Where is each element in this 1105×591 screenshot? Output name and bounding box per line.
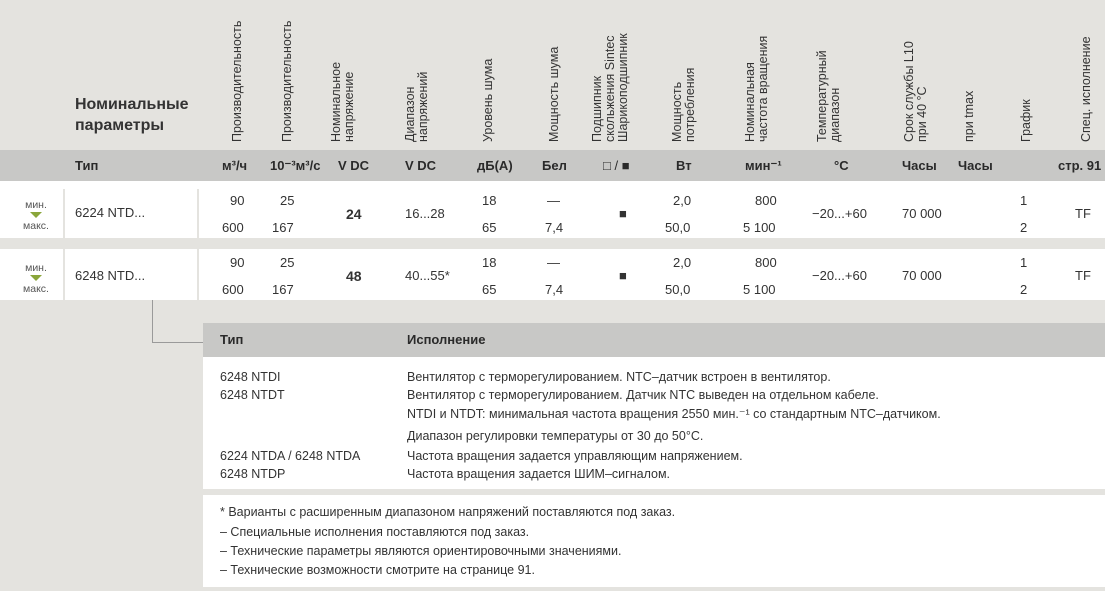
unit-airflow-m3h: м³/ч [222,158,248,173]
col-header-graph [1020,0,1033,142]
power-min: 2,0 [673,193,692,208]
special-execution: TF [1075,268,1091,283]
row-separator [0,238,1105,249]
col-header-voltage-range [404,0,430,142]
airflow2-max: 167 [272,220,294,235]
note-line: – Технические параметры являются ориентировочными значениями. [220,544,622,558]
nominal-voltage: 24 [346,206,362,222]
min-label: мин. [25,262,47,274]
row-type: 6248 NTD... [75,268,146,283]
col-header-power-line: Мощность [670,81,684,142]
row-divider [63,189,65,238]
title-line-1: Номинальные [75,96,189,113]
bearing-ball-icon: ■ [619,206,627,221]
col-header-power [671,0,697,142]
speed-max: 5 100 [743,220,776,235]
title-line-2: параметры [75,117,165,134]
variant-type: 6248 NTDT [220,388,285,402]
col-header-temperature-line: Температурный [815,50,829,142]
col-header-airflow-m3h [231,0,244,142]
variant-text: Частота вращения задается управляющим напряжением. [407,449,743,463]
col-header-nominal-voltage [330,0,356,142]
airflow2-min: 25 [280,255,295,270]
variants-head-type: Тип [220,332,244,347]
col-header-nominal-voltage-line: напряжение [342,71,356,142]
notes-panel [203,495,1105,587]
bearing-ball-icon: ■ [619,268,627,283]
voltage-range: 40...55* [405,268,450,283]
noise-max: 65 [482,282,497,297]
col-header-life-40 [903,0,929,142]
col-header-speed-line: частота вращения [756,35,770,142]
unit-type: Тип [75,158,99,173]
col-header-life-tmax-line: при tmax [962,90,976,142]
row-type: 6224 NTD... [75,205,146,220]
variant-text: Частота вращения задается ШИМ–сигналом. [407,467,671,481]
variant-type: 6248 NTDI [220,370,281,384]
unit-noise-level: дБ(А) [477,158,513,173]
noise-min: 18 [482,255,497,270]
variant-text: Диапазон регулировки температуры от 30 до 50°C. [407,429,704,443]
graph-min: 1 [1020,255,1028,270]
voltage-range: 16...28 [405,206,445,221]
airflow-min: 90 [230,193,245,208]
col-header-airflow-m3s [281,0,294,142]
unit-temperature: °C [834,158,849,173]
speed-min: 800 [755,255,777,270]
life-40: 70 000 [902,206,942,221]
airflow2-max: 167 [272,282,294,297]
temp-range: −20...+60 [812,206,867,221]
graph-max: 2 [1020,282,1028,297]
power-max: 50,0 [665,282,691,297]
col-header-bearing [591,0,630,142]
col-header-life-tmax [963,0,976,142]
min-label: мин. [25,199,47,211]
col-header-graph-line: График [1019,99,1033,142]
nominal-voltage: 48 [346,268,362,284]
graph-max: 2 [1020,220,1028,235]
unit-nominal-voltage: V DC [338,158,370,173]
special-execution: TF [1075,206,1091,221]
note-line: * Варианты с расширенным диапазоном напряжений поставляются под заказ. [220,505,676,519]
col-header-noise-level [482,0,495,142]
col-header-airflow-m3h-line: Производительность [230,20,244,142]
unit-spec: стр. 91 [1058,158,1102,173]
variant-text: NTDI и NTDT: минимальная частота вращения 2550 мин.⁻¹ со стандартным NTC–датчиком. [407,407,941,421]
row-divider [197,249,199,300]
variant-type: 6248 NTDP [220,467,286,481]
col-header-temperature-line: диапазон [828,87,842,142]
speed-min: 800 [755,193,777,208]
col-header-bearing-line: Шарикоподшипник [616,33,630,142]
noise-power-min: — [547,193,560,208]
noise-power-min: — [547,255,560,270]
col-header-voltage-range-line: напряжений [416,71,430,142]
col-header-bearing-line: скольжения Sintec [603,35,617,142]
unit-life-tmax: Часы [958,158,993,173]
unit-noise-power: Бел [542,158,567,173]
col-header-noise-power-line: Мощность шума [547,46,561,142]
max-label: макс. [23,220,49,232]
airflow-max: 600 [222,220,244,235]
section-title [75,94,205,136]
connector-line [152,300,153,342]
unit-life-40: Часы [902,158,937,173]
col-header-noise-level-line: Уровень шума [481,58,495,142]
col-header-temperature [816,0,842,142]
airflow-max: 600 [222,282,244,297]
variants-head-exec: Исполнение [407,332,486,347]
col-header-noise-power [548,0,561,142]
variant-text: Вентилятор с терморегулированием. NTC–датчик встроен в вентилятор. [407,370,831,384]
col-header-power-line: потребления [683,67,697,142]
unit-power: Вт [676,158,692,173]
note-line: – Специальные исполнения поставляются под заказ. [220,525,530,539]
col-header-special [1080,0,1093,142]
max-label: макс. [23,283,49,295]
airflow-min: 90 [230,255,245,270]
power-min: 2,0 [673,255,692,270]
col-header-speed-line: Номинальная [743,62,757,142]
col-header-bearing-line: Подшипник [590,75,604,142]
noise-max: 65 [482,220,497,235]
speed-max: 5 100 [743,282,776,297]
col-header-nominal-voltage-line: Номинальное [329,61,343,142]
col-header-life-40-line: Срок службы L10 [902,41,916,142]
variant-text: Вентилятор с терморегулированием. Датчик NTC выведен на отдельном кабеле. [407,388,879,402]
col-header-special-line: Спец. исполнение [1079,36,1093,142]
col-header-airflow-m3s-line: Производительность [280,20,294,142]
temp-range: −20...+60 [812,268,867,283]
variant-type: 6224 NTDA / 6248 NTDA [220,449,361,463]
variants-header [203,323,1105,357]
life-40: 70 000 [902,268,942,283]
col-header-life-40-line: при 40 °C [915,86,929,142]
col-header-voltage-range-line: Диапазон [403,86,417,142]
airflow2-min: 25 [280,193,295,208]
note-line: – Технические возможности смотрите на странице 91. [220,563,535,577]
noise-power-max: 7,4 [545,282,564,297]
spacer [0,181,1105,189]
col-header-speed [744,0,770,142]
connector-line [152,342,203,343]
power-max: 50,0 [665,220,691,235]
row-divider [197,189,199,238]
unit-speed: мин⁻¹ [745,158,782,173]
range-arrow-icon [30,275,42,281]
unit-bearing: □ / ■ [603,158,630,173]
range-arrow-icon [30,212,42,218]
units-bar [0,150,1105,181]
unit-voltage-range: V DC [405,158,437,173]
graph-min: 1 [1020,193,1028,208]
noise-power-max: 7,4 [545,220,564,235]
unit-airflow-m3s: 10⁻³м³/с [270,158,321,173]
row-divider [63,249,65,300]
noise-min: 18 [482,193,497,208]
